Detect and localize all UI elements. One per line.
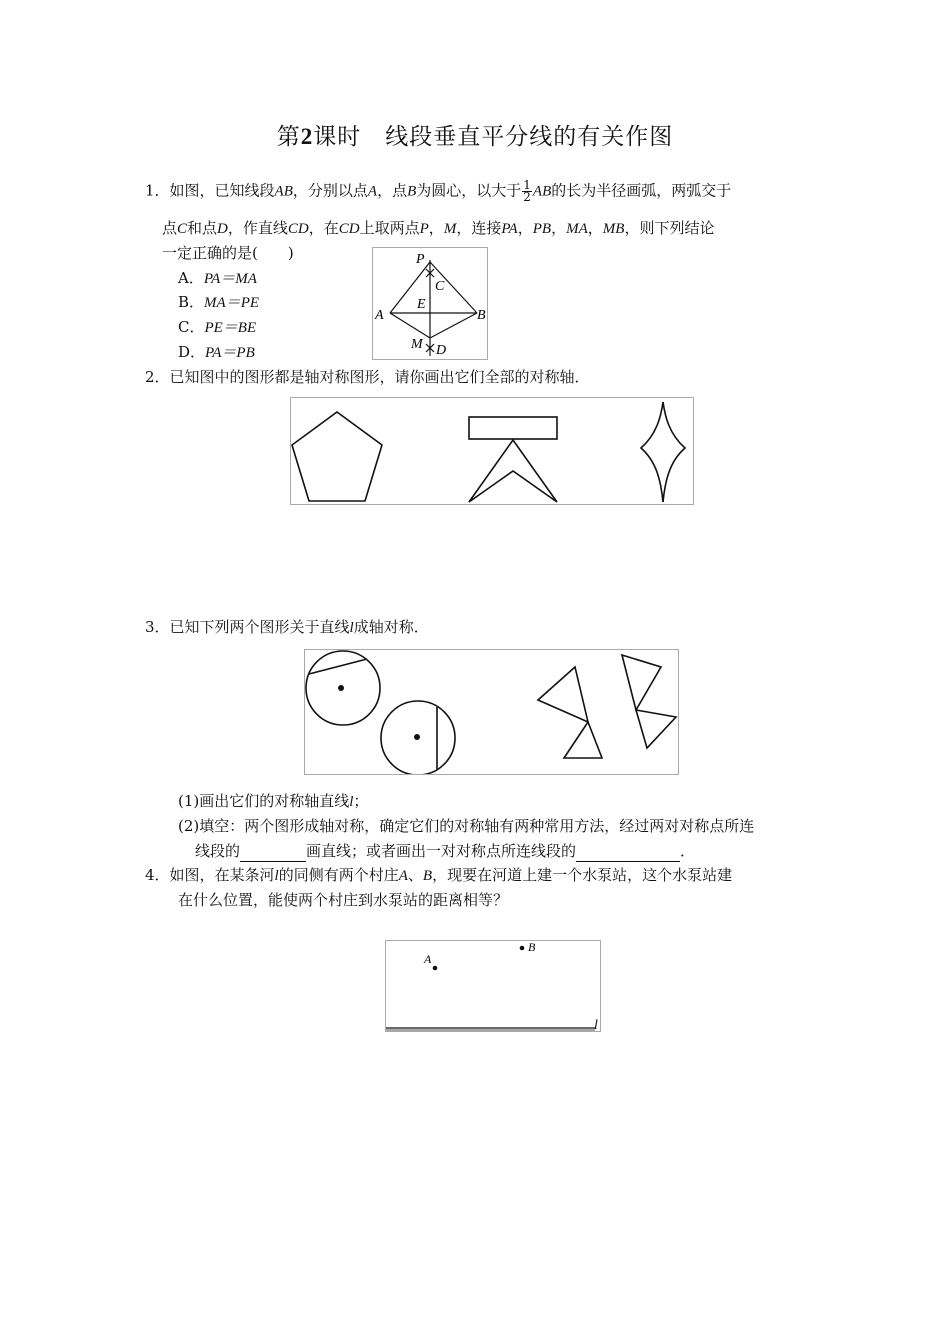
label-A: A bbox=[375, 308, 384, 323]
label-P: P bbox=[416, 252, 425, 267]
q3-part-2-line-1: (2)填空：两个图形成轴对称，确定它们的对称轴有两种常用方法，经过两对对称点所连 bbox=[178, 817, 755, 835]
chevron-shape bbox=[469, 440, 557, 502]
q1-option-a: A．PA＝MA bbox=[178, 269, 257, 287]
page-title: 第2课时 线段垂直平分线的有关作图 bbox=[276, 124, 674, 150]
q1-line-1: 1．如图，已知线段AB，分别以点A，点B为圆心，以大于 $\frac{1}{2}$ AB的长为半径画弧，两弧交于 bbox=[145, 178, 732, 204]
q3-part-2-line-2: 线段的 画直线；或者画出一对对称点所连线段的 ． bbox=[195, 842, 696, 860]
answer-blank-1[interactable] bbox=[240, 841, 306, 862]
label-B: B bbox=[528, 941, 536, 954]
triangle-left-small bbox=[564, 722, 602, 758]
label-E: E bbox=[417, 297, 426, 312]
q4-figure bbox=[385, 940, 601, 1032]
q4-line-2: 在什么位置，能使两个村庄到水泵站的距离相等？ bbox=[178, 891, 509, 909]
vase-shape bbox=[641, 401, 685, 450]
q1-figure bbox=[372, 247, 488, 360]
q4-line-1: 4．如图，在某条河l的同侧有两个村庄A、B，现要在河道上建一个水泵站，这个水泵站建 bbox=[145, 866, 733, 884]
q1-option-d: D．PA＝PB bbox=[178, 343, 255, 361]
label-M: M bbox=[411, 337, 423, 352]
q2-text: 2．已知图中的图形都是轴对称图形，请你画出它们全部的对称轴． bbox=[145, 368, 590, 386]
label-A: A bbox=[424, 952, 432, 966]
q1-line-2: 点C和点D，作直线CD，在CD上取两点P，M，连接PA，PB，MA，MB，则下列结论 bbox=[162, 219, 715, 237]
label-D: D bbox=[436, 343, 447, 358]
label-C: C bbox=[435, 279, 445, 294]
rectangle-shape bbox=[469, 417, 557, 439]
village-A bbox=[433, 966, 438, 971]
label-B: B bbox=[477, 308, 486, 323]
q3-text: 3．已知下列两个图形关于直线l成轴对称． bbox=[145, 618, 429, 636]
village-B bbox=[520, 946, 525, 951]
q2-figure bbox=[290, 397, 694, 505]
q1-line-3: 一定正确的是( ) bbox=[162, 244, 294, 262]
triangle-left-big bbox=[538, 667, 588, 722]
q1-option-b: B．MA＝PE bbox=[178, 293, 260, 311]
triangle-right-small bbox=[636, 710, 676, 748]
q3-part-1: (1)画出它们的对称轴直线l； bbox=[178, 792, 369, 810]
q3-figure bbox=[304, 649, 679, 775]
fraction-half: $\frac{1}{2}$ bbox=[523, 178, 531, 204]
triangle-right-big bbox=[622, 655, 661, 710]
river-label-l: l bbox=[594, 1018, 598, 1033]
q1-option-c: C．PE＝BE bbox=[178, 318, 257, 336]
pentagon-shape bbox=[292, 412, 382, 501]
answer-blank-2[interactable] bbox=[576, 841, 680, 862]
